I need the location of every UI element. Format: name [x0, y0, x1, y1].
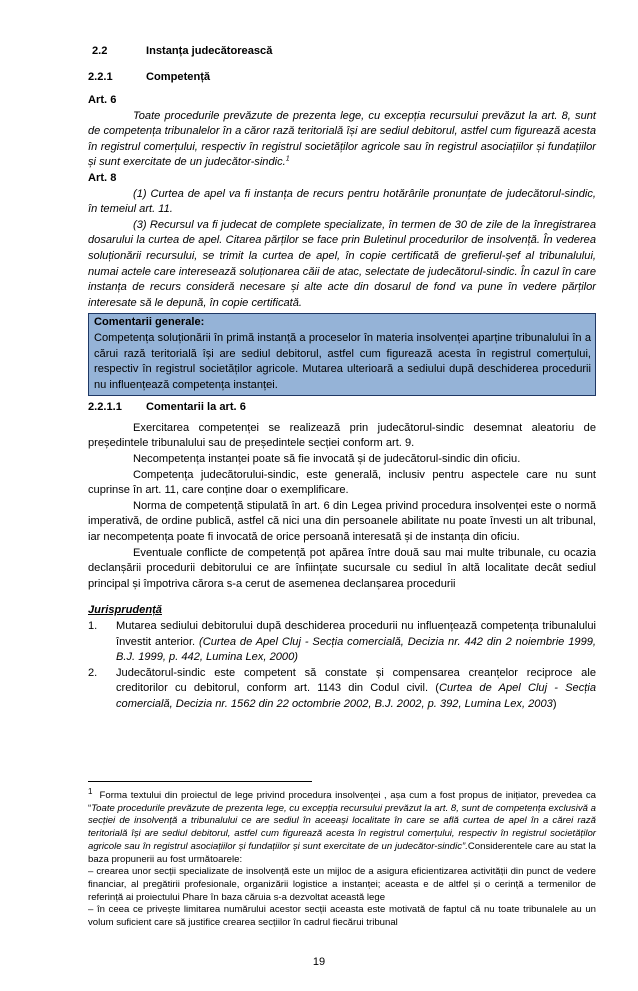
- list-item-text: [116, 666, 596, 713]
- comment-paragraph: Competența judecătorului-sindic, este generală, inclusiv pentru aspectele care nu sunt cuprinse în art. 11, care conține doar o exemplificare.: [88, 468, 596, 497]
- comment-paragraph: Norma de competență stipulată în art. 6 din Legea privind procedura insolvenței este o normă imperativă, de ordine publică, astfel că nici una din persoanele abilitate nu poate învesti un alt tribunal, iar necompetența poate fi invocată de orice persoană interesată și de instanța din oficiu.: [88, 499, 596, 544]
- list-item: [88, 619, 596, 666]
- page-number: 19: [312, 956, 326, 968]
- citation-close-paren: ): [552, 697, 557, 710]
- section-heading: [92, 44, 600, 60]
- main-body: [88, 93, 596, 713]
- footnote: [88, 786, 596, 930]
- art6-label: Art. 6: [88, 94, 117, 106]
- subsubsection-heading: [88, 400, 596, 416]
- jurisprudence-text: Mutarea sediului debitorului după deschiderea procedurii nu influențează competența tribunalului învestit anterior.: [116, 620, 596, 648]
- footnote-marker: 1: [88, 786, 93, 796]
- footnote-bullet: – crearea unor secții specializate de insolvență este un mijloc de a asigura eficientizarea activității din punct de vedere financiar, al pregătirii profesionale, organizării logistice a instanței; aceasta e de altfel și o cerință a termenilor de referință ai proiectului Phare în baza căruia s-a dezvoltat această lege: [88, 866, 596, 903]
- footnote-intro: Forma textului din proiectul de lege privind procedura insolvenței , așa cum a fost propus de inițiator, prevedea ca “: [88, 790, 596, 814]
- footnote-reference[interactable]: 1: [285, 155, 290, 163]
- jurisprudence-list: [88, 619, 596, 713]
- general-comments-text: Competența soluționării în primă instanță a proceselor în materia insolvenței aparține tribunalului în a cărui rază teritorială își are sediul debitorul, astfel cum figurează acesta în registrul comerțului, respectiv în registrul societăților agricole. Mutarea ulterioară a sediului după deschiderea procedurii nu influențează competența instanței.: [94, 331, 591, 391]
- comment-paragraph: Eventuale conflicte de competență pot apărea între două sau mai multe tribunale, cu ocazia declanșării procedurii debitorului ce are înființate sucursale cu sediul în altă localitate decât sediul principal și împotriva cărora s-a cerut de asemenea declanșarea procedurii: [88, 546, 596, 590]
- footnote-quote: Toate procedurile prevăzute de prezenta lege, cu excepția recursului prevăzut la art. 8, sunt de competența exclusivă a secției de insolvență a tribunalului ce are sediul în aceeași localitate în care se află curtea de apel în a cărei rază teritorială își are sediul debitorul, astfel cum figurează acesta în registrul comerțului, respectiv în registrul societăților agricole sau în registrul asociațiilor și fundațiilor și sunt exercitate de un judecător-sindic”.: [88, 802, 596, 852]
- list-item-number: 1.: [88, 620, 98, 632]
- jurisprudence-citation: (Curtea de Apel Cluj - Secția comercială, Decizia nr. 442 din 2 noiembrie 1999, B.J. 1999, p. 442, Lumina Lex, 2000): [116, 635, 596, 664]
- comment-paragraph: Exercitarea competenței se realizează prin judecătorul-sindic desemnat aleatoriu de președintele tribunalului sau de președintele secției conform art. 9.: [88, 421, 596, 450]
- art8-paragraph-1: (1) Curtea de apel va fi instanța de recurs pentru hotărârile pronunțate de judecătorul-sindic, în temeiul art. 11.: [88, 187, 596, 216]
- subsection-title: Competență: [146, 71, 211, 83]
- art6-text-body: Toate procedurile prevăzute de prezenta lege, cu excepția recursului prevăzut la art. 8, sunt de competența tribunalelor în a căror rază teritorială își are sediul debitorul, astfel cum figurează acesta în registrul comerțului, respectiv în registrul societăților agricole sau în registrul asociațiilor și fundațiilor și sunt exercitate de un judecător-sindic.: [88, 109, 596, 169]
- art6-text: [88, 109, 596, 171]
- jurisprudence-title: Jurisprudență: [88, 604, 162, 617]
- list-item-text: [116, 619, 596, 666]
- art8-paragraph-3: (3) Recursul va fi judecat de complete specializate, în termen de 30 de zile de la înregistrarea dosarului la curtea de apel. Citarea părților se face prin Buletinul procedurilor de insolvență. În vederea soluționării recursului, se trimit la curtea de apel, în copie certificată de grefierul-șef al tribunalului, numai actele care interesează soluționarea căii de atac, selectate de judecătorul-sindic. În cazul în care instanța de recurs consideră necesare și alte acte din dosarul de fond va pune în vedere părților interesate să le depună, în copie certificată.: [88, 218, 596, 309]
- footnote-bullet: – în ceea ce privește limitarea numărului acestor secții aceasta este motivată de faptul că nu toate tribunalele au un volum suficient care să justifice crearea secțiilor în cadrul fiecărui tribunal: [88, 904, 596, 929]
- jurisprudence-text: Judecătorul-sindic este competent să constate și compensarea creanțelor reciproce ale creditorilor cu debitorul, conform art. 1143 din Codul civil.: [116, 666, 596, 695]
- footnote-after: Considerentele care au stat la baza propunerii au fost următoarele:: [88, 840, 596, 865]
- general-comments-title: Comentarii generale:: [94, 316, 205, 329]
- section-number: 2.2: [92, 45, 108, 57]
- subsubsection-title: Comentarii la art. 6: [146, 401, 246, 414]
- section-title: Instanța judecătorească: [146, 45, 273, 57]
- subsection-number: 2.2.1: [88, 71, 113, 83]
- citation-open-paren: (: [435, 682, 439, 695]
- subsection-heading: [88, 70, 596, 86]
- art8-label: Art. 8: [88, 171, 117, 184]
- list-item: [88, 666, 596, 713]
- comment-paragraph: Necompetența instanței poate să fie invocată și de judecătorul-sindic din oficiu.: [133, 453, 521, 466]
- subsubsection-number: 2.2.1.1: [88, 401, 122, 414]
- jurisprudence-citation: Curtea de Apel Cluj - Secția comercială, Decizia nr. 1562 din 22 octombrie 2002, B.J. 2002, p. 392, Lumina Lex, 2003: [116, 682, 596, 710]
- footnote-separator: [88, 781, 312, 782]
- general-comments-box: [88, 313, 596, 396]
- list-item-number: 2.: [88, 666, 98, 679]
